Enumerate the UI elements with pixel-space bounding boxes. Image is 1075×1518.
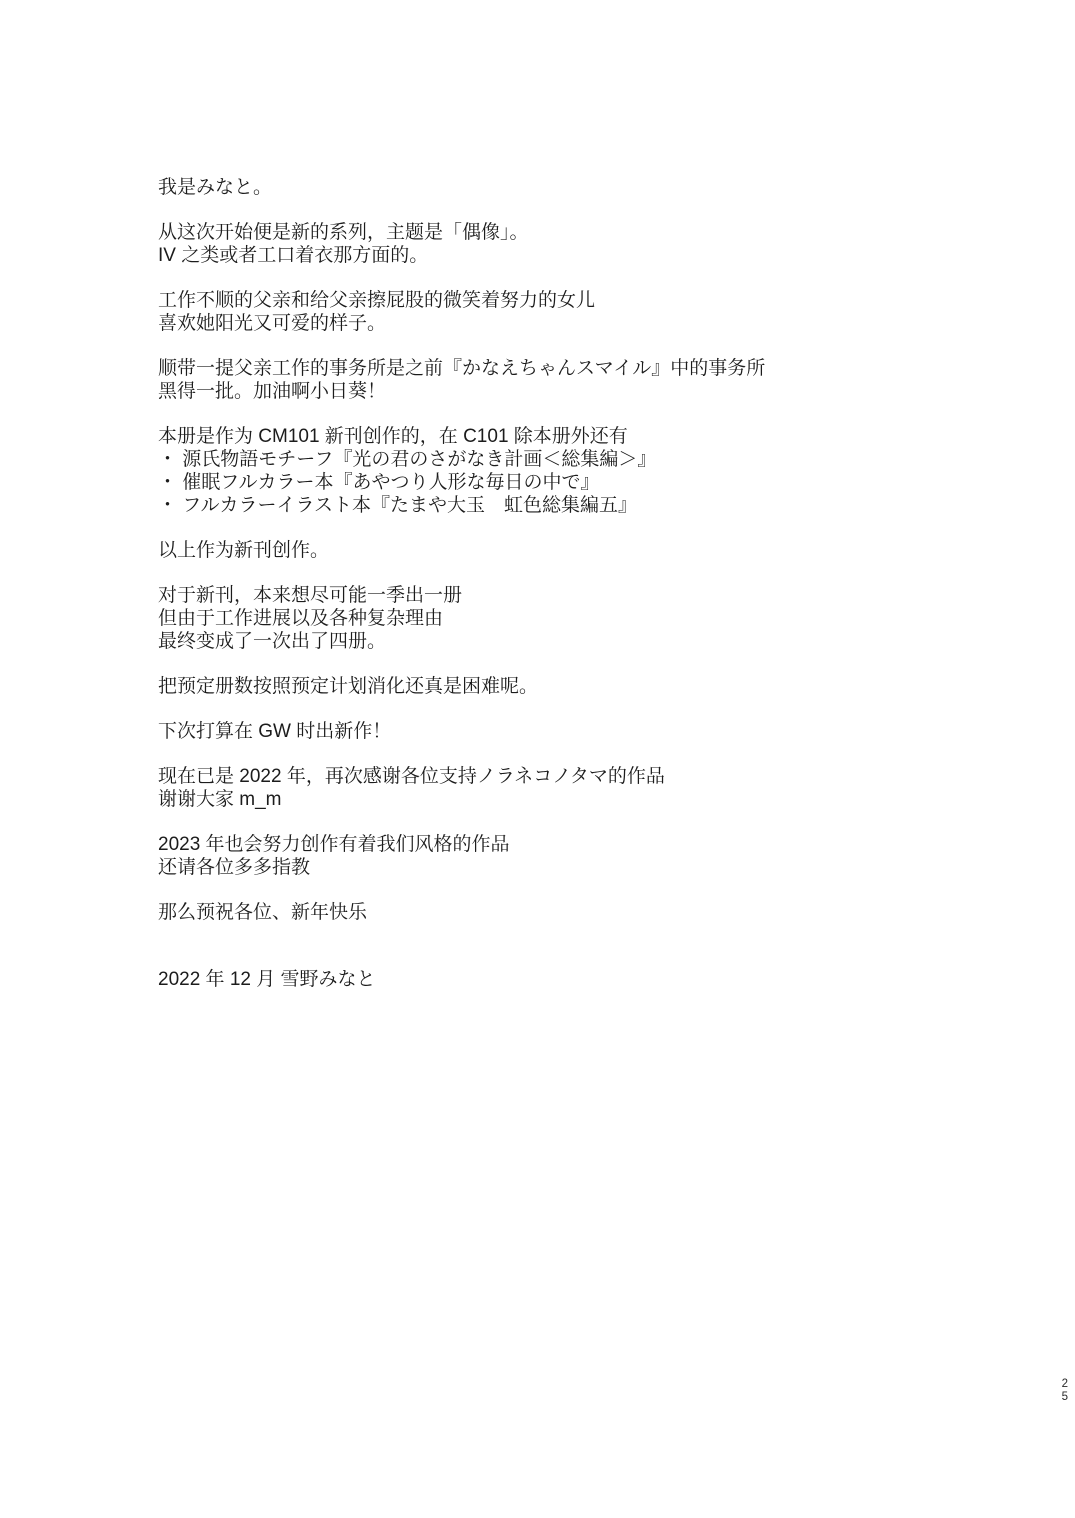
afterword-line: 但由于工作进展以及各种复杂理由 (158, 608, 444, 629)
afterword-line: 现在已是 2022 年，再次感谢各位支持ノラネコノタマ的作品 (158, 766, 665, 787)
afterword-paragraph (158, 584, 765, 653)
afterword-paragraph (158, 221, 765, 267)
page-number-digit: 5 (1061, 1391, 1068, 1403)
afterword-line: 那么预祝各位、新年快乐 (158, 902, 368, 923)
afterword-line: ・ 源氏物語モチーフ『光の君のさがなき計画＜総集編＞』 (158, 449, 657, 470)
page-number-digit: 2 (1061, 1378, 1068, 1390)
afterword-line: 工作不顺的父亲和给父亲擦屁股的微笑着努力的女儿 (158, 290, 596, 311)
afterword-line: 本册是作为 CM101 新刊创作的，在 C101 除本册外还有 (158, 426, 628, 447)
afterword-line: 对于新刊，本来想尽可能一季出一册 (158, 585, 463, 606)
afterword-paragraph (158, 425, 765, 517)
afterword-paragraph (158, 357, 765, 403)
afterword-line: ・ フルカラーイラスト本『たまや大玉 虹色総集編五』 (158, 495, 637, 516)
afterword-line: 下次打算在 GW 时出新作！ (158, 721, 392, 742)
signature-line: 2022 年 12 月 雪野みなと (158, 969, 376, 990)
afterword-line: IV 之类或者工口着衣那方面的。 (158, 245, 429, 266)
afterword-paragraph (158, 675, 765, 698)
afterword-paragraph (158, 289, 765, 335)
afterword-line: 把预定册数按照预定计划消化还真是困难呢。 (158, 676, 539, 697)
afterword-paragraph (158, 176, 765, 199)
afterword-line: 以上作为新刊创作。 (158, 540, 330, 561)
page-number (1062, 1378, 1068, 1404)
afterword-line: ・ 催眠フルカラー本『あやつり人形な毎日の中で』 (158, 472, 600, 493)
afterword-paragraph (158, 833, 765, 879)
afterword-line: 最终变成了一次出了四册。 (158, 631, 387, 652)
afterword-line: 顺带一提父亲工作的事务所是之前『かなえちゃんスマイル』中的事务所 (158, 358, 766, 379)
afterword-text-block (158, 176, 765, 991)
afterword-line: 从这次开始便是新的系列，主题是「偶像」。 (158, 222, 529, 243)
afterword-paragraph (158, 539, 765, 562)
afterword-line: 2023 年也会努力创作有着我们风格的作品 (158, 834, 510, 855)
afterword-line: 黑得一批。加油啊小日葵！ (158, 381, 387, 402)
afterword-paragraph (158, 720, 765, 743)
afterword-paragraph (158, 765, 765, 811)
afterword-line: 谢谢大家 m_m (158, 789, 282, 810)
afterword-line: 喜欢她阳光又可爱的样子。 (158, 313, 387, 334)
afterword-line: 我是みなと。 (158, 177, 273, 198)
afterword-paragraph (158, 901, 765, 924)
afterword-line: 还请各位多多指教 (158, 857, 311, 878)
